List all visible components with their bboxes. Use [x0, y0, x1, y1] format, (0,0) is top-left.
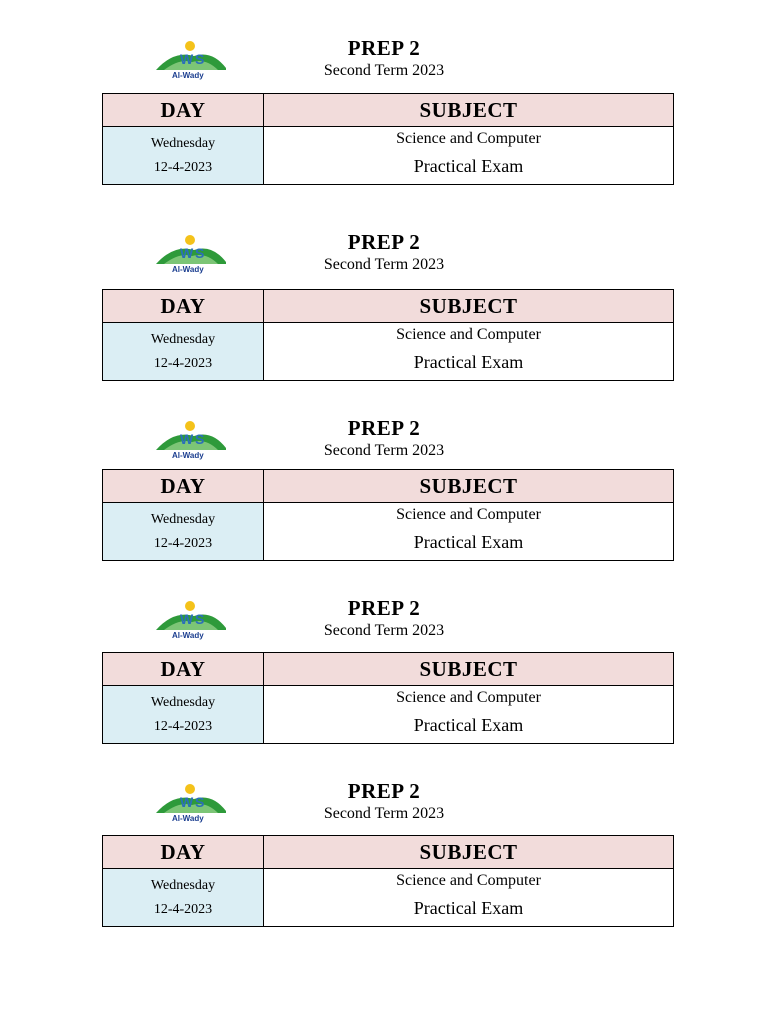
exam-date: 12-4-2023	[153, 159, 213, 175]
svg-text:S: S	[195, 611, 205, 627]
term-subtitle: Second Term 2023	[323, 805, 445, 822]
svg-text:S: S	[195, 245, 205, 261]
column-header-subject: SUBJECT	[264, 94, 674, 127]
subject-cell	[264, 323, 674, 381]
exam-date: 12-4-2023	[153, 355, 213, 371]
schedule-card-5	[0, 777, 768, 947]
school-logo	[154, 228, 228, 274]
schedule-card-4	[0, 594, 768, 764]
exam-date: 12-4-2023	[153, 535, 213, 551]
subject-cell	[264, 686, 674, 744]
school-logo	[154, 34, 228, 80]
column-header-day: DAY	[103, 470, 264, 503]
exam-type: Practical Exam	[413, 898, 524, 918]
table-row	[103, 869, 674, 927]
exam-table	[102, 835, 674, 927]
schedule-card-2	[0, 228, 768, 398]
school-logo	[154, 594, 228, 640]
svg-text:W: W	[180, 431, 194, 447]
term-subtitle: Second Term 2023	[323, 622, 445, 639]
table-row	[103, 323, 674, 381]
exam-table	[102, 93, 674, 185]
subject-name: Science and Computer	[396, 689, 541, 706]
day-cell	[103, 323, 264, 381]
column-header-subject: SUBJECT	[264, 290, 674, 323]
exam-group-title: PREP 2	[347, 416, 421, 440]
subject-cell	[264, 869, 674, 927]
column-header-subject: SUBJECT	[264, 836, 674, 869]
school-logo	[154, 777, 228, 823]
svg-text:W: W	[180, 611, 194, 627]
exam-type: Practical Exam	[413, 715, 524, 735]
weekday: Wednesday	[150, 331, 216, 347]
svg-text:Al-Wady: Al-Wady	[172, 451, 204, 460]
sun-icon	[185, 601, 195, 611]
subject-name: Science and Computer	[396, 130, 541, 147]
column-header-day: DAY	[103, 94, 264, 127]
svg-text:Al-Wady: Al-Wady	[172, 71, 204, 80]
sun-icon	[185, 41, 195, 51]
schedule-card-3	[0, 414, 768, 584]
day-cell	[103, 869, 264, 927]
exam-date: 12-4-2023	[153, 901, 213, 917]
exam-group-title: PREP 2	[347, 596, 421, 620]
svg-text:S: S	[195, 794, 205, 810]
svg-text:S: S	[195, 51, 205, 67]
column-header-subject: SUBJECT	[264, 470, 674, 503]
svg-text:W: W	[180, 51, 194, 67]
svg-text:Al-Wady: Al-Wady	[172, 631, 204, 640]
weekday: Wednesday	[150, 511, 216, 527]
svg-text:Al-Wady: Al-Wady	[172, 265, 204, 274]
svg-text:W: W	[180, 794, 194, 810]
sun-icon	[185, 784, 195, 794]
exam-table	[102, 289, 674, 381]
column-header-subject: SUBJECT	[264, 653, 674, 686]
column-header-day: DAY	[103, 653, 264, 686]
sun-icon	[185, 235, 195, 245]
term-subtitle: Second Term 2023	[323, 256, 445, 273]
sun-icon	[185, 421, 195, 431]
exam-group-title: PREP 2	[347, 779, 421, 803]
svg-text:W: W	[180, 245, 194, 261]
weekday: Wednesday	[150, 135, 216, 151]
subject-cell	[264, 127, 674, 185]
exam-table	[102, 652, 674, 744]
exam-type: Practical Exam	[413, 352, 524, 372]
subject-name: Science and Computer	[396, 872, 541, 889]
table-row	[103, 503, 674, 561]
exam-group-title: PREP 2	[347, 230, 421, 254]
table-row	[103, 686, 674, 744]
svg-text:S: S	[195, 431, 205, 447]
day-cell	[103, 127, 264, 185]
exam-date: 12-4-2023	[153, 718, 213, 734]
day-cell	[103, 686, 264, 744]
schedule-card-1	[0, 34, 768, 204]
exam-table	[102, 469, 674, 561]
exam-type: Practical Exam	[413, 156, 524, 176]
subject-name: Science and Computer	[396, 506, 541, 523]
term-subtitle: Second Term 2023	[323, 442, 445, 459]
term-subtitle: Second Term 2023	[323, 62, 445, 79]
table-row	[103, 127, 674, 185]
subject-cell	[264, 503, 674, 561]
subject-name: Science and Computer	[396, 326, 541, 343]
column-header-day: DAY	[103, 836, 264, 869]
exam-group-title: PREP 2	[347, 36, 421, 60]
school-logo	[154, 414, 228, 460]
weekday: Wednesday	[150, 694, 216, 710]
weekday: Wednesday	[150, 877, 216, 893]
day-cell	[103, 503, 264, 561]
svg-text:Al-Wady: Al-Wady	[172, 814, 204, 823]
exam-type: Practical Exam	[413, 532, 524, 552]
column-header-day: DAY	[103, 290, 264, 323]
